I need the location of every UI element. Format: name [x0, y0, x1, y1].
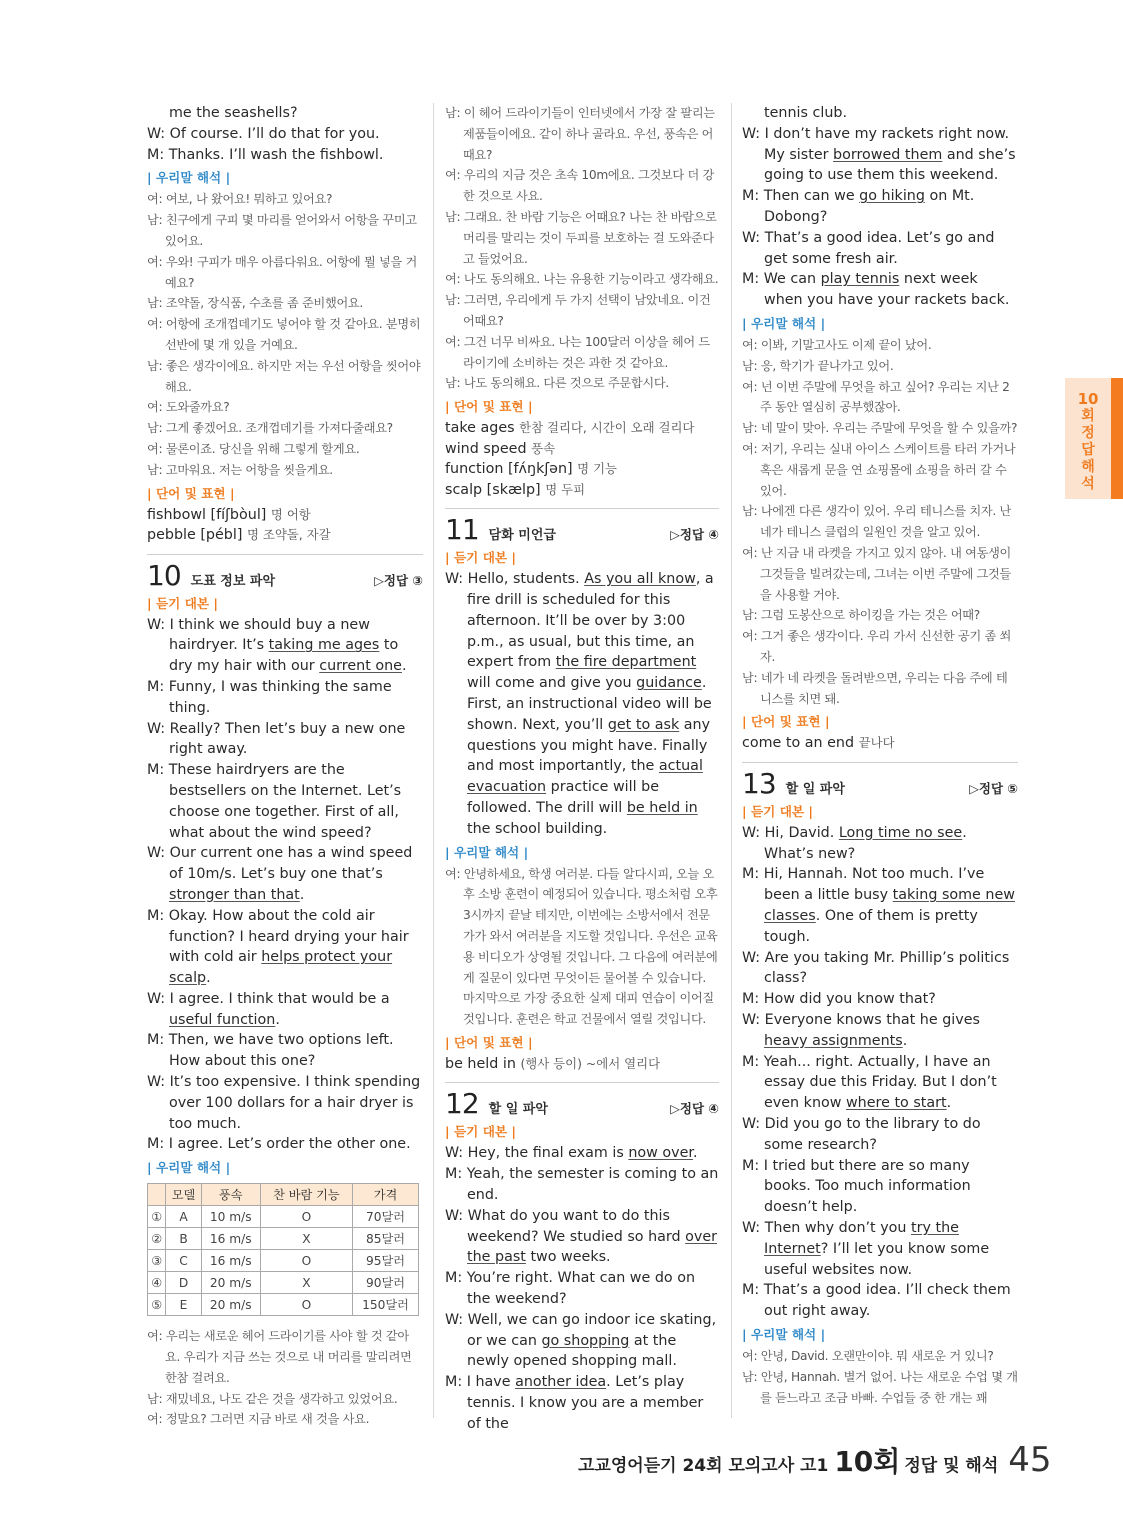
- column-2: [445, 103, 719, 1435]
- translation-line: 남: 응, 학기가 끝나가고 있어.: [742, 358, 894, 373]
- translation-line: 여: 우와! 구피가 매우 아름다워요. 어항에 뭘 넣을 거예요?: [147, 254, 418, 290]
- translation-line: 여: 여보, 나 왔어요! 뭐하고 있어요?: [147, 192, 333, 207]
- table-cell: ②: [148, 1228, 166, 1250]
- vocab-entry: [445, 480, 719, 501]
- column-3: [742, 103, 1018, 1408]
- table-cell: X: [260, 1272, 352, 1294]
- dialogue-line: W: Our current one has a wind speed of 10m/s. Let’s buy one that’s stronger than that.: [147, 845, 413, 903]
- question-header-13: [742, 762, 1018, 799]
- translation-line: 남: 그럼 도봉산으로 하이킹을 가는 것은 어때?: [742, 608, 980, 623]
- table-cell: 70달러: [353, 1206, 419, 1228]
- script-tag: | 듣기 대본 |: [445, 550, 517, 566]
- table-cell: X: [260, 1228, 352, 1250]
- vocab-tag: | 단어 및 표현 |: [445, 399, 533, 415]
- dialogue-line: M: I agree. Let’s order the other one.: [147, 1136, 411, 1153]
- translation-q11: [445, 864, 719, 1030]
- question-header-11: [445, 508, 719, 545]
- dialogue-line: M: We can play tennis next week when you have your rackets back.: [742, 271, 1010, 309]
- script-tag: | 듣기 대본 |: [147, 595, 219, 611]
- translation-line: 여: 안녕하세요, 학생 여러분. 다들 알다시피, 오늘 오후 소방 훈련이 예정되어 있습니다. 평소처럼 오후 3시까지 끝날 테지만, 이번에는 소방서에서 전문가가 와서 여러분을 지도할 것입니다. 우선은 교육용 비디오가 상영될 것입니다. 그 다음에 여러분에게 질문이 있다면 무엇이든 물어볼 수 있습니다. 마지막으로 가장 중요한 실제 대피 연습이 이어질 것입니다. 훈련은 학교 건물에서 열릴 것입니다.: [445, 866, 718, 1027]
- translation-line: 여: 물론이죠. 당신을 위해 그렇게 할게요.: [147, 441, 360, 456]
- vocab-term: pebble [pébl]: [147, 527, 247, 544]
- dialogue-q12-cont: [742, 103, 1018, 311]
- vocab-term: scalp [skælp]: [445, 481, 546, 498]
- translation-line: 남: 좋은 생각이에요. 하지만 저는 우선 어항을 씻어야 해요.: [147, 358, 421, 394]
- dialogue-line: M: I have another idea. Let’s play tennis. I know you are a member of the: [445, 1374, 704, 1432]
- translation-line: 여: 그거 좋은 생각이다. 우리 가서 신선한 공기 좀 쐬자.: [742, 629, 1012, 664]
- dialogue-line: W: That’s a good idea. Let’s go and get some fresh air.: [742, 229, 995, 267]
- dialogue-line: W: I agree. I think that would be a useful function.: [147, 990, 390, 1028]
- dialogue-line: W: I think we should buy a new hairdryer. It’s taking me ages to dry my hair with our current one.: [147, 616, 407, 675]
- table-cell: ④: [148, 1272, 166, 1294]
- table-row: [148, 1250, 419, 1272]
- question-number: 11: [445, 513, 479, 547]
- table-cell: 10 m/s: [201, 1206, 260, 1228]
- translation-q10-cont: [445, 103, 719, 394]
- script-tag: | 듣기 대본 |: [742, 803, 814, 819]
- dialogue-line: M: How did you know that?: [742, 991, 936, 1008]
- column-divider: [433, 103, 434, 1418]
- translation-tag: | 우리말 해석 |: [742, 1326, 826, 1342]
- script-tag: | 듣기 대본 |: [445, 1124, 517, 1140]
- translation-line: 여: 정말요? 그러면 지금 바로 새 것을 사요.: [147, 1412, 370, 1427]
- table-cell: ③: [148, 1250, 166, 1272]
- chapter-side-tab: [1065, 378, 1123, 499]
- translation-line: 남: 나도 동의해요. 다른 것으로 주문합시다.: [445, 376, 669, 391]
- translation-line: 남: 재밌네요, 나도 같은 것을 생각하고 있었어요.: [147, 1391, 398, 1406]
- dialogue-line: M: I tried but there are so many books. Too much information doesn’t help.: [742, 1157, 971, 1216]
- vocab-tag: | 단어 및 표현 |: [147, 485, 235, 501]
- vocab-tag: | 단어 및 표현 |: [445, 1034, 533, 1050]
- translation-line: 여: 이봐, 기말고사도 이제 끝이 났어.: [742, 337, 932, 352]
- translation-q10: [147, 1326, 423, 1430]
- vocab-meaning: 명 조약돌, 자갈: [246, 527, 331, 543]
- translation-tag: | 우리말 해석 |: [147, 1160, 231, 1176]
- table-cell: O: [260, 1250, 352, 1272]
- dialogue-line: W: It’s too expensive. I think spending over 100 dollars for a hair dryer is too much.: [147, 1074, 421, 1132]
- side-tab-label: [1065, 408, 1111, 493]
- table-row: [148, 1228, 419, 1250]
- translation-line: 여: 도와줄까요?: [147, 400, 230, 415]
- table-header-cell: 찬 바람 기능: [260, 1184, 352, 1206]
- vocab-entry: [445, 1054, 719, 1075]
- question-title: 할 일 파악: [488, 1102, 548, 1118]
- answer-label: ▷정답 ⑤: [969, 780, 1018, 796]
- translation-line: 남: 나에겐 다른 생각이 있어. 우리 테니스를 치자. 난 네가 테니스 클럽의 일원인 것을 알고 있어.: [742, 504, 1012, 540]
- vocab-term: fishbowl [fíʃbòul]: [147, 506, 271, 523]
- table-header-cell: [148, 1184, 166, 1206]
- dialogue-q10: [147, 615, 423, 1156]
- table-cell: 90달러: [353, 1272, 419, 1294]
- question-number: 12: [445, 1087, 479, 1121]
- dialogue-line: M: Thanks. I’ll wash the fishbowl.: [147, 146, 384, 163]
- vocab-meaning: 명 어항: [270, 506, 311, 522]
- translation-line: 여: 안녕, David. 오랜만이야. 뭐 새로운 거 있니?: [742, 1348, 994, 1363]
- table-cell: E: [166, 1294, 201, 1316]
- vocab-q11: [445, 1054, 719, 1075]
- dialogue-line: M: Hi, Hannah. Not too much. I’ve been a little busy taking some new classes. One of them is pretty tough.: [742, 866, 1015, 945]
- dialogue-q13: [742, 823, 1018, 1322]
- vocab-meaning: 끝나다: [858, 735, 895, 751]
- table-cell: 16 m/s: [201, 1250, 260, 1272]
- vocab-q10: [445, 418, 719, 500]
- vocab-meaning: (행사 등이) ~에서 열리다: [520, 1055, 661, 1071]
- table-cell: O: [260, 1206, 352, 1228]
- translation-line: 여: 나도 동의해요. 나는 유용한 기능이라고 생각해요.: [445, 272, 719, 287]
- footer-label: 정답 및 해석: [904, 1456, 999, 1476]
- vocab-tag: | 단어 및 표현 |: [742, 714, 830, 730]
- table-cell: A: [166, 1206, 201, 1228]
- dialogue-line: M: Yeah, the semester is coming to an end.: [445, 1166, 719, 1203]
- table-cell: 95달러: [353, 1250, 419, 1272]
- table-header-cell: 모델: [166, 1184, 201, 1206]
- translation-line: 남: 그래요. 찬 바람 기능은 어때요? 나는 찬 바람으로 머리를 말리는 것이 두피를 보호하는 걸 도와준다고 들었어요.: [445, 209, 717, 266]
- table-row: [148, 1206, 419, 1228]
- question-number: 10: [147, 558, 181, 592]
- table-cell: 16 m/s: [201, 1228, 260, 1250]
- vocab-meaning: 풍속: [531, 440, 556, 456]
- vocab-meaning: 명 두피: [545, 481, 586, 497]
- translation-q12: [742, 335, 1018, 709]
- question-title: 담화 미언급: [488, 528, 556, 544]
- answer-label: ▷정답 ④: [670, 527, 719, 543]
- side-tab-char: 정: [1081, 425, 1095, 441]
- dialogue-q12: [445, 1143, 719, 1434]
- dialogue-line: M: Then, we have two options left. How about this one?: [147, 1032, 394, 1070]
- dialogue-line: me the seashells?: [169, 105, 298, 121]
- dialogue-line: W: Are you taking Mr. Phillip’s politics class?: [742, 949, 1010, 987]
- dialogue-line: W: Everyone knows that he gives heavy assignments.: [742, 1011, 980, 1049]
- table-cell: ⑤: [148, 1294, 166, 1316]
- vocab-q9: [147, 505, 423, 546]
- table-cell: 150달러: [353, 1294, 419, 1316]
- dialogue-line: M: Yeah... right. Actually, I have an essay due this Friday. But I don’t even know where to start.: [742, 1053, 997, 1112]
- table-cell: B: [166, 1228, 201, 1250]
- table-header-cell: 가격: [353, 1184, 419, 1206]
- table-cell: O: [260, 1294, 352, 1316]
- vocab-entry: [445, 418, 719, 439]
- translation-q13: [742, 1346, 1018, 1408]
- translation-line: 남: 안녕, Hannah. 별거 없어. 나는 새로운 수업 몇 개를 듣느라고 조금 바빠. 수업들 중 한 개는 꽤: [742, 1369, 1018, 1405]
- dialogue-line: M: That’s a good idea. I’ll check them out right away.: [742, 1282, 1011, 1320]
- answer-label: ▷정답 ③: [374, 572, 423, 588]
- dialogue-line: W: Then why don’t you try the Internet? I’ll let you know some useful websites now.: [742, 1219, 990, 1278]
- dialogue-q11: [445, 569, 719, 839]
- column-divider: [731, 103, 732, 1418]
- dialogue-line: M: Then can we go hiking on Mt. Dobong?: [742, 188, 975, 225]
- vocab-q12: [742, 733, 1018, 754]
- translation-tag: | 우리말 해석 |: [147, 170, 231, 186]
- dialogue-line: W: Hey, the final exam is now over.: [445, 1145, 698, 1162]
- question-header-10: [147, 554, 423, 591]
- dialogue-line: W: What do you want to do this weekend? We studied so hard over the past two weeks.: [445, 1207, 718, 1266]
- translation-line: 남: 이 헤어 드라이기들이 인터넷에서 가장 잘 팔리는 제품들이에요. 같이 하나 골라요. 우선, 풍속은 어때요?: [445, 106, 715, 162]
- table-cell: ①: [148, 1206, 166, 1228]
- dialogue-line: M: Funny, I was thinking the same thing.: [147, 678, 392, 716]
- question-header-12: [445, 1082, 719, 1119]
- translation-line: 남: 그게 좋겠어요. 조개껍데기를 가져다줄래요?: [147, 421, 393, 436]
- dialogue-line: tennis club.: [764, 105, 848, 121]
- question-number: 13: [742, 766, 776, 800]
- vocab-term: wind speed: [445, 440, 532, 457]
- translation-line: 남: 네 말이 맞아. 우리는 주말에 무엇을 할 수 있을까?: [742, 421, 1018, 436]
- vocab-term: come to an end: [742, 735, 859, 752]
- page-number: 45: [1008, 1440, 1052, 1480]
- question-title: 할 일 파악: [785, 781, 845, 797]
- vocab-meaning: 한참 걸리다, 시간이 오래 걸리다: [519, 420, 695, 436]
- translation-line: 남: 네가 네 라켓을 돌려받으면, 우리는 다음 주에 테니스를 치면 돼.: [742, 670, 1008, 706]
- vocab-entry: [147, 525, 423, 546]
- side-tab-number: 10: [1077, 390, 1099, 408]
- translation-line: 여: 저기, 우리는 실내 아이스 스케이트를 타러 가거나 혹은 새롭게 문을 연 쇼핑몰에 쇼핑을 하러 갈 수 있어.: [742, 441, 1016, 498]
- translation-line: 여: 어항에 조개껍데기도 넣어야 할 것 같아요. 분명히 선반에 몇 개 있을 거예요.: [147, 317, 421, 352]
- side-tab-char: 회: [1081, 408, 1095, 424]
- page-footer: [578, 1440, 1052, 1480]
- table-cell: D: [166, 1272, 201, 1294]
- translation-line: 여: 넌 이번 주말에 무엇을 하고 싶어? 우리는 지난 2주 동안 열심히 공부했잖아.: [742, 379, 1010, 415]
- translation-line: 남: 친구에게 구피 몇 마리를 얻어와서 어항을 꾸미고 있어요.: [147, 213, 417, 248]
- translation-line: 여: 그건 너무 비싸요. 나는 100달러 이상을 헤어 드라이기에 소비하는 것은 과한 것 같아요.: [445, 334, 710, 370]
- table-cell: C: [166, 1250, 201, 1272]
- table-row: [148, 1294, 419, 1316]
- translation-line: 남: 고마워요. 저는 어항을 씻을게요.: [147, 462, 333, 477]
- dialogue-line: M: These hairdryers are the bestsellers on the Internet. Let’s choose one together. First of all, what about the wind speed?: [147, 762, 402, 841]
- side-tab-char: 석: [1081, 476, 1095, 492]
- column-1: [147, 103, 423, 1430]
- translation-tag: | 우리말 해석 |: [445, 844, 529, 860]
- vocab-entry: [445, 459, 719, 480]
- dialogue-line: M: Okay. How about the cold air function? I heard drying your hair with cold air helps protect your scalp.: [147, 907, 409, 987]
- footer-round: 10회: [834, 1445, 901, 1478]
- answer-table: [147, 1183, 419, 1316]
- vocab-term: function [fʌ́ŋkʃən]: [445, 461, 578, 478]
- translation-tag: | 우리말 해석 |: [742, 315, 826, 331]
- vocab-meaning: 명 기능: [577, 461, 618, 477]
- vocab-entry: [445, 439, 719, 460]
- dialogue-line: W: Well, we can go indoor ice skating, or we can go shopping at the newly opened shopping mall.: [445, 1311, 717, 1370]
- table-row: [148, 1272, 419, 1294]
- translation-q9: [147, 189, 423, 480]
- vocab-entry: [742, 733, 1018, 754]
- dialogue-line: W: Of course. I’ll do that for you.: [147, 125, 380, 142]
- dialogue-line: M: You’re right. What can we do on the weekend?: [445, 1270, 696, 1307]
- dialogue-line: W: I don’t have my rackets right now. My sister borrowed them and she’s going to use them this weekend.: [742, 125, 1016, 184]
- side-tab-char: 답: [1081, 442, 1095, 458]
- dialogue-line: W: Hi, David. Long time no see. What’s new?: [742, 824, 967, 862]
- dialogue-line: W: Really? Then let’s buy a new one right away.: [147, 720, 406, 758]
- vocab-term: take ages: [445, 420, 520, 437]
- table-cell: 85달러: [353, 1228, 419, 1250]
- translation-line: 여: 난 지금 내 라켓을 가지고 있지 않아. 내 여동생이 그것들을 빌려갔는데, 그녀는 이번 주말에 그것들을 사용할 거야.: [742, 545, 1012, 602]
- answer-label: ▷정답 ④: [670, 1101, 719, 1117]
- dialogue-q9-end: [147, 103, 423, 165]
- table-cell: 20 m/s: [201, 1294, 260, 1316]
- dialogue-line: W: Did you go to the library to do some research?: [742, 1115, 981, 1153]
- table-cell: 20 m/s: [201, 1272, 260, 1294]
- vocab-term: be held in: [445, 1055, 521, 1072]
- footer-series: 고교영어듣기 24회 모의고사 고1: [578, 1456, 829, 1476]
- question-title: 도표 정보 파악: [190, 573, 276, 589]
- dialogue-line: W: Hello, students. As you all know, a fire drill is scheduled for this afternoon. It’ll be over by 3:00 p.m., as usual, but this time, an expert from the fire department will come and give you guidance. First, an instructional video will be shown. Next, you’ll get to ask any questions you might have. Finally and most importantly, the actual evacuation practice will be followed. The drill will be held in the school building.: [445, 571, 714, 837]
- translation-line: 여: 우리의 지금 것은 초속 10m에요. 그것보다 더 강한 것으로 사요.: [445, 168, 714, 204]
- table-header-cell: 풍속: [201, 1184, 260, 1206]
- side-tab-char: 해: [1081, 459, 1095, 475]
- vocab-entry: [147, 505, 423, 526]
- translation-line: 남: 조약돌, 장식품, 수초를 좀 준비했어요.: [147, 296, 363, 311]
- translation-line: 남: 그러면, 우리에게 두 가지 선택이 남았네요. 이건 어때요?: [445, 293, 711, 328]
- translation-line: 여: 우리는 새로운 헤어 드라이기를 사야 할 것 같아요. 우리가 지금 쓰는 것으로 내 머리를 말리려면 한참 걸려요.: [147, 1329, 412, 1385]
